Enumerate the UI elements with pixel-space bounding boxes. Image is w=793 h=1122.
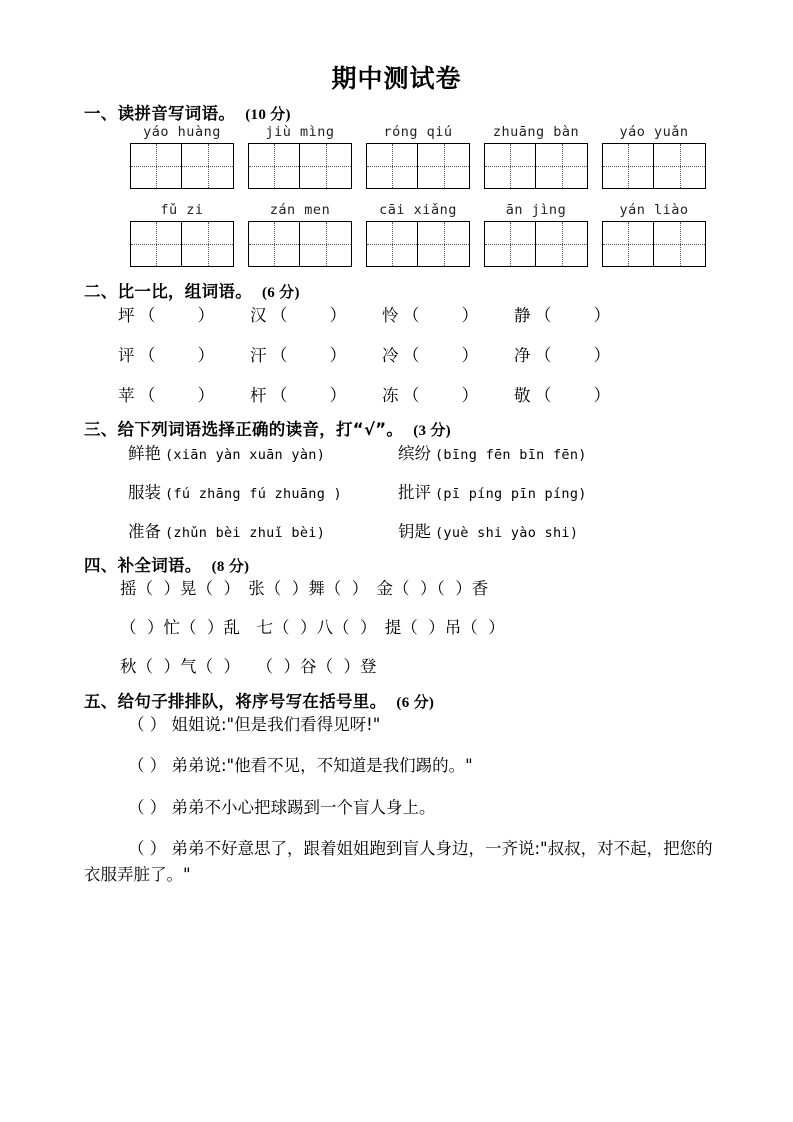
tianzige-cell[interactable] xyxy=(300,143,352,189)
pron-word: 缤纷 xyxy=(398,443,431,463)
tianzige-cell[interactable] xyxy=(484,143,536,189)
pinyin-group xyxy=(366,202,470,267)
pron-options[interactable]: (yuè shi yào shi) xyxy=(435,524,579,541)
pinyin-label: róng qiú xyxy=(383,123,453,140)
compare-item[interactable] xyxy=(118,301,250,326)
pronunciation-row xyxy=(128,479,793,503)
tianzige-pair[interactable] xyxy=(366,143,470,189)
tianzige-cell[interactable] xyxy=(366,221,418,267)
pinyin-grid-rows xyxy=(0,124,793,267)
answer-paren[interactable]: （ ） xyxy=(402,346,479,365)
pinyin-label: yán liào xyxy=(619,201,689,218)
pron-options[interactable]: (pī píng pīn píng) xyxy=(435,485,587,502)
tianzige-cell[interactable] xyxy=(182,143,234,189)
tianzige-pair[interactable] xyxy=(484,221,588,267)
sentence-text: 弟弟不好意思了，跟着姐姐跑到盲人身边，一齐说:"叔叔，对不起，把您的衣服弄脏了。" xyxy=(84,839,713,884)
section-title-4: 补全词语。 xyxy=(117,555,202,575)
sentence-item xyxy=(84,753,793,779)
pinyin-group xyxy=(602,202,706,267)
tianzige-cell[interactable] xyxy=(182,221,234,267)
pinyin-group xyxy=(248,124,352,189)
tianzige-pair[interactable] xyxy=(602,143,706,189)
order-answer-paren[interactable]: （ ） xyxy=(128,839,167,859)
compare-row xyxy=(118,301,793,326)
section-heading-5 xyxy=(0,693,793,712)
compare-char: 静 xyxy=(514,306,531,325)
compare-char: 敬 xyxy=(514,386,531,405)
tianzige-pair[interactable] xyxy=(248,143,352,189)
tianzige-cell[interactable] xyxy=(248,221,300,267)
section-number-1: 一、 xyxy=(84,104,118,123)
section-score-1: (10 分) xyxy=(245,107,291,123)
pinyin-group xyxy=(602,124,706,189)
pron-word: 服装 xyxy=(128,482,161,502)
compare-item[interactable] xyxy=(514,341,646,366)
compare-item[interactable] xyxy=(250,381,382,406)
tianzige-cell[interactable] xyxy=(484,221,536,267)
compare-item[interactable] xyxy=(118,381,250,406)
section-heading-3 xyxy=(0,421,793,440)
order-answer-paren[interactable]: （ ） xyxy=(128,714,167,734)
tianzige-cell[interactable] xyxy=(418,221,470,267)
idiom-row[interactable]: 摇（ ）晃（ ） 张（ ）舞（ ） 金（ ）（ ）香 xyxy=(120,579,489,598)
section-title-5: 给句子排排队，将序号写在括号里。 xyxy=(117,692,387,711)
pinyin-group xyxy=(130,202,234,267)
compare-item[interactable] xyxy=(382,341,514,366)
order-answer-paren[interactable]: （ ） xyxy=(128,797,167,817)
compare-char: 杆 xyxy=(250,386,267,405)
answer-paren[interactable]: （ ） xyxy=(534,386,611,405)
section-complete-idioms xyxy=(0,557,793,678)
sentence-list xyxy=(0,712,793,888)
page-title: 期中测试卷 xyxy=(331,64,462,93)
pinyin-group xyxy=(484,202,588,267)
compare-item[interactable] xyxy=(514,381,646,406)
pronunciation-item[interactable] xyxy=(128,479,398,503)
pron-options[interactable]: (fú zhāng fú zhuāng ) xyxy=(165,485,342,502)
compare-char: 净 xyxy=(514,346,531,365)
sentence-item xyxy=(84,795,793,821)
answer-paren[interactable]: （ ） xyxy=(270,386,347,405)
tianzige-cell[interactable] xyxy=(130,221,182,267)
compare-rows xyxy=(0,301,793,406)
compare-char: 冻 xyxy=(382,386,399,405)
tianzige-cell[interactable] xyxy=(248,143,300,189)
idiom-row[interactable]: （ ）忙（ ）乱 七（ ）八（ ） 提（ ）吊（ ） xyxy=(120,618,505,637)
section-score-4: (8 分) xyxy=(211,558,250,575)
answer-paren[interactable]: （ ） xyxy=(270,346,347,365)
compare-char: 冷 xyxy=(382,346,399,365)
answer-paren[interactable]: （ ） xyxy=(138,306,215,325)
pronunciation-item[interactable] xyxy=(398,479,668,503)
compare-item[interactable] xyxy=(382,381,514,406)
pinyin-group xyxy=(130,124,234,189)
tianzige-pair[interactable] xyxy=(602,221,706,267)
pinyin-group xyxy=(248,202,352,267)
answer-paren[interactable]: （ ） xyxy=(402,306,479,325)
pron-word: 钥匙 xyxy=(398,521,431,541)
section-number-3: 三、 xyxy=(84,420,118,439)
pinyin-label: fǔ zi xyxy=(160,201,204,218)
tianzige-pair[interactable] xyxy=(130,143,234,189)
tianzige-cell[interactable] xyxy=(654,143,706,189)
answer-paren[interactable]: （ ） xyxy=(402,386,479,405)
section-heading-2 xyxy=(0,283,793,302)
pinyin-label: jiù mìng xyxy=(265,123,335,140)
pinyin-label: yáo huàng xyxy=(143,123,221,140)
tianzige-cell[interactable] xyxy=(130,143,182,189)
pinyin-row xyxy=(130,202,793,267)
tianzige-cell[interactable] xyxy=(418,143,470,189)
section-score-2: (6 分) xyxy=(262,284,300,301)
pinyin-label: zán men xyxy=(269,201,331,218)
sentence-item xyxy=(84,712,793,738)
tianzige-cell[interactable] xyxy=(300,221,352,267)
pinyin-row xyxy=(130,124,793,189)
answer-paren[interactable]: （ ） xyxy=(534,306,611,325)
tianzige-cell[interactable] xyxy=(602,143,654,189)
sentence-text: 弟弟说:"他看不见，不知道是我们踢的。" xyxy=(171,756,473,776)
pronunciation-row xyxy=(128,440,793,464)
section-title-3: 给下列词语选择正确的读音，打“√”。 xyxy=(117,420,404,439)
tianzige-pair[interactable] xyxy=(484,143,588,189)
section-compare-words xyxy=(0,283,793,407)
compare-char: 怜 xyxy=(382,306,399,325)
compare-char: 评 xyxy=(118,346,135,365)
answer-paren[interactable]: （ ） xyxy=(138,386,215,405)
compare-item[interactable] xyxy=(382,301,514,326)
compare-char: 苹 xyxy=(118,386,135,405)
pronunciation-item[interactable] xyxy=(128,440,398,464)
pinyin-label: cāi xiǎng xyxy=(379,201,457,218)
section-choose-pronunciation xyxy=(0,421,793,542)
pron-options[interactable]: (bīng fēn bīn fēn) xyxy=(435,446,587,463)
pron-options[interactable]: (zhǔn bèi zhuǐ bèi) xyxy=(165,524,326,541)
section-heading-1 xyxy=(0,105,793,124)
tianzige-cell[interactable] xyxy=(366,143,418,189)
section-title-2: 比一比，组词语。 xyxy=(117,281,253,301)
tianzige-cell[interactable] xyxy=(602,221,654,267)
section-pinyin-writing xyxy=(0,105,793,267)
section-order-sentences xyxy=(0,693,793,887)
compare-char: 坪 xyxy=(118,306,135,325)
section-score-5: (6 分) xyxy=(396,695,435,711)
pronunciation-item[interactable] xyxy=(128,518,398,542)
tianzige-pair[interactable] xyxy=(366,221,470,267)
sentence-text: 弟弟不小心把球踢到一个盲人身上。 xyxy=(171,797,436,817)
pinyin-label: yáo yuǎn xyxy=(619,123,689,140)
sentence-text: 姐姐说:"但是我们看得见呀!" xyxy=(171,714,381,734)
answer-paren[interactable]: （ ） xyxy=(270,306,347,325)
section-title-1: 读拼音写词语。 xyxy=(117,104,236,123)
section-number-2: 二、 xyxy=(84,281,118,301)
compare-item[interactable] xyxy=(118,341,250,366)
pinyin-group xyxy=(366,124,470,189)
answer-paren[interactable]: （ ） xyxy=(534,346,611,365)
answer-paren[interactable]: （ ） xyxy=(138,346,215,365)
compare-row xyxy=(118,381,793,406)
tianzige-cell[interactable] xyxy=(654,221,706,267)
idiom-rows xyxy=(0,575,793,677)
section-score-3: (3 分) xyxy=(413,423,451,439)
tianzige-cell[interactable] xyxy=(536,221,588,267)
compare-char: 汉 xyxy=(250,306,267,325)
pron-word: 准备 xyxy=(128,521,161,541)
pron-word: 批评 xyxy=(398,482,431,502)
compare-char: 汗 xyxy=(250,346,267,365)
tianzige-pair[interactable] xyxy=(248,221,352,267)
tianzige-cell[interactable] xyxy=(536,143,588,189)
compare-item[interactable] xyxy=(250,301,382,326)
compare-item[interactable] xyxy=(250,341,382,366)
compare-row xyxy=(118,341,793,366)
pronunciation-row xyxy=(128,518,793,542)
pron-options[interactable]: (xiān yàn xuān yàn) xyxy=(165,446,326,463)
order-answer-paren[interactable]: （ ） xyxy=(128,756,167,776)
section-number-5: 五、 xyxy=(84,692,118,711)
sentence-item xyxy=(84,836,793,887)
pinyin-label: ān jìng xyxy=(505,201,567,218)
compare-item[interactable] xyxy=(514,301,646,326)
section-number-4: 四、 xyxy=(84,555,118,575)
pinyin-group xyxy=(484,124,588,189)
section-heading-4 xyxy=(0,557,793,576)
pronunciation-item[interactable] xyxy=(398,518,668,542)
pronunciation-item[interactable] xyxy=(398,440,668,464)
pinyin-label: zhuāng bàn xyxy=(492,123,580,140)
tianzige-pair[interactable] xyxy=(130,221,234,267)
pronunciation-rows xyxy=(0,440,793,542)
idiom-row[interactable]: 秋（ ）气（ ） （ ）谷（ ）登 xyxy=(120,657,377,676)
pron-word: 鲜艳 xyxy=(128,443,161,463)
